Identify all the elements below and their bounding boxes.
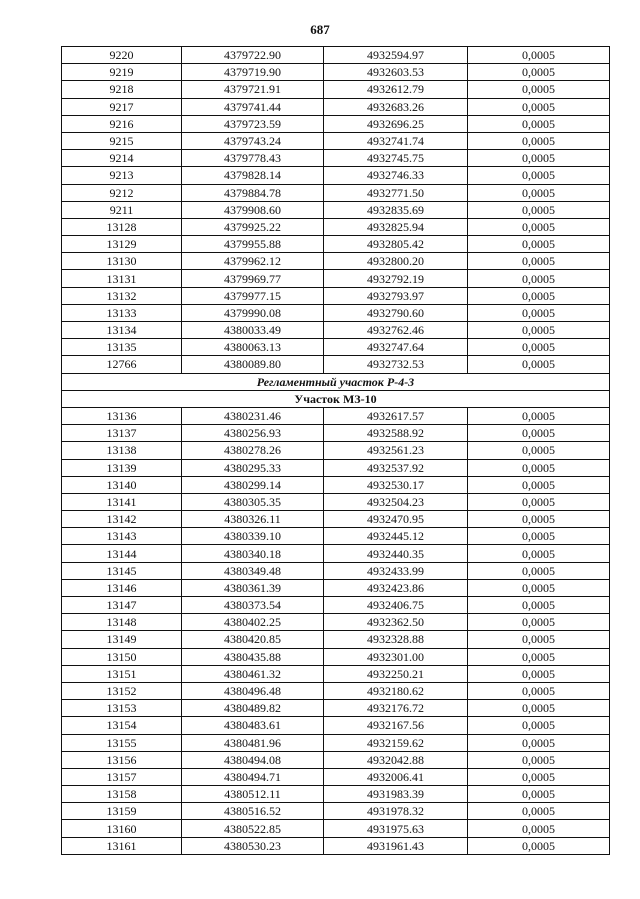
- x-coordinate-cell: 4379969.77: [182, 270, 324, 287]
- table-row: [62, 493, 610, 510]
- x-coordinate-cell: 4379908.60: [182, 201, 324, 218]
- point-number-cell: 13143: [62, 528, 182, 545]
- x-coordinate-cell: 4379977.15: [182, 287, 324, 304]
- accuracy-cell: 0,0005: [468, 322, 610, 339]
- table-row: [62, 184, 610, 201]
- table-row: [62, 820, 610, 837]
- table-row: [62, 803, 610, 820]
- table-row: [62, 682, 610, 699]
- table-row: [62, 425, 610, 442]
- accuracy-cell: 0,0005: [468, 167, 610, 184]
- point-number-cell: 13131: [62, 270, 182, 287]
- accuracy-cell: 0,0005: [468, 682, 610, 699]
- y-coordinate-cell: 4931983.39: [324, 786, 468, 803]
- table-row: [62, 304, 610, 321]
- x-coordinate-cell: 4379723.59: [182, 115, 324, 132]
- point-number-cell: 9220: [62, 47, 182, 64]
- x-coordinate-cell: 4380340.18: [182, 545, 324, 562]
- point-number-cell: 9217: [62, 98, 182, 115]
- point-number-cell: 13159: [62, 803, 182, 820]
- accuracy-cell: 0,0005: [468, 253, 610, 270]
- accuracy-cell: 0,0005: [468, 648, 610, 665]
- x-coordinate-cell: 4380494.08: [182, 751, 324, 768]
- x-coordinate-cell: 4380361.39: [182, 579, 324, 596]
- x-coordinate-cell: 4380481.96: [182, 734, 324, 751]
- point-number-cell: 13139: [62, 459, 182, 476]
- x-coordinate-cell: 4379719.90: [182, 64, 324, 81]
- x-coordinate-cell: 4380402.25: [182, 614, 324, 631]
- table-row: [62, 339, 610, 356]
- x-coordinate-cell: 4380489.82: [182, 700, 324, 717]
- accuracy-cell: 0,0005: [468, 803, 610, 820]
- y-coordinate-cell: 4932835.69: [324, 201, 468, 218]
- table-row: [62, 150, 610, 167]
- y-coordinate-cell: 4932746.33: [324, 167, 468, 184]
- table-row: [62, 476, 610, 493]
- point-number-cell: 13132: [62, 287, 182, 304]
- accuracy-cell: 0,0005: [468, 98, 610, 115]
- y-coordinate-cell: 4932530.17: [324, 476, 468, 493]
- y-coordinate-cell: 4932805.42: [324, 236, 468, 253]
- point-number-cell: 13156: [62, 751, 182, 768]
- x-coordinate-cell: 4380516.52: [182, 803, 324, 820]
- section-header-row: [62, 373, 610, 390]
- point-number-cell: 13141: [62, 493, 182, 510]
- y-coordinate-cell: 4931975.63: [324, 820, 468, 837]
- point-number-cell: 13129: [62, 236, 182, 253]
- y-coordinate-cell: 4932745.75: [324, 150, 468, 167]
- y-coordinate-cell: 4932362.50: [324, 614, 468, 631]
- accuracy-cell: 0,0005: [468, 459, 610, 476]
- accuracy-cell: 0,0005: [468, 132, 610, 149]
- y-coordinate-cell: 4932301.00: [324, 648, 468, 665]
- x-coordinate-cell: 4380496.48: [182, 682, 324, 699]
- x-coordinate-cell: 4379884.78: [182, 184, 324, 201]
- accuracy-cell: 0,0005: [468, 218, 610, 235]
- table-row: [62, 700, 610, 717]
- x-coordinate-cell: 4380063.13: [182, 339, 324, 356]
- x-coordinate-cell: 4380530.23: [182, 837, 324, 854]
- y-coordinate-cell: 4932771.50: [324, 184, 468, 201]
- point-number-cell: 9215: [62, 132, 182, 149]
- x-coordinate-cell: 4379990.08: [182, 304, 324, 321]
- y-coordinate-cell: 4932159.62: [324, 734, 468, 751]
- x-coordinate-cell: 4380420.85: [182, 631, 324, 648]
- section-title: Регламентный участок Р-4-3: [62, 373, 610, 390]
- y-coordinate-cell: 4932042.88: [324, 751, 468, 768]
- x-coordinate-cell: 4380483.61: [182, 717, 324, 734]
- point-number-cell: 13154: [62, 717, 182, 734]
- y-coordinate-cell: 4932433.99: [324, 562, 468, 579]
- table-row: [62, 407, 610, 424]
- y-coordinate-cell: 4932800.20: [324, 253, 468, 270]
- y-coordinate-cell: 4932594.97: [324, 47, 468, 64]
- x-coordinate-cell: 4379743.24: [182, 132, 324, 149]
- table-row: [62, 322, 610, 339]
- point-number-cell: 9219: [62, 64, 182, 81]
- point-number-cell: 13137: [62, 425, 182, 442]
- accuracy-cell: 0,0005: [468, 631, 610, 648]
- accuracy-cell: 0,0005: [468, 407, 610, 424]
- x-coordinate-cell: 4380522.85: [182, 820, 324, 837]
- x-coordinate-cell: 4379955.88: [182, 236, 324, 253]
- point-number-cell: 13128: [62, 218, 182, 235]
- table-row: [62, 98, 610, 115]
- point-number-cell: 13155: [62, 734, 182, 751]
- accuracy-cell: 0,0005: [468, 717, 610, 734]
- accuracy-cell: 0,0005: [468, 64, 610, 81]
- accuracy-cell: 0,0005: [468, 81, 610, 98]
- accuracy-cell: 0,0005: [468, 425, 610, 442]
- y-coordinate-cell: 4932445.12: [324, 528, 468, 545]
- table-row: [62, 201, 610, 218]
- page-number: 687: [310, 22, 330, 37]
- table-row: [62, 459, 610, 476]
- table-row: [62, 442, 610, 459]
- x-coordinate-cell: 4380305.35: [182, 493, 324, 510]
- point-number-cell: 13136: [62, 407, 182, 424]
- y-coordinate-cell: 4932423.86: [324, 579, 468, 596]
- y-coordinate-cell: 4932167.56: [324, 717, 468, 734]
- table-row: [62, 287, 610, 304]
- y-coordinate-cell: 4932683.26: [324, 98, 468, 115]
- accuracy-cell: 0,0005: [468, 837, 610, 854]
- y-coordinate-cell: 4932732.53: [324, 356, 468, 373]
- accuracy-cell: 0,0005: [468, 614, 610, 631]
- point-number-cell: 13150: [62, 648, 182, 665]
- y-coordinate-cell: 4932588.92: [324, 425, 468, 442]
- point-number-cell: 13147: [62, 597, 182, 614]
- subsection-header-row: [62, 390, 610, 407]
- x-coordinate-cell: 4380435.88: [182, 648, 324, 665]
- accuracy-cell: 0,0005: [468, 442, 610, 459]
- accuracy-cell: 0,0005: [468, 597, 610, 614]
- accuracy-cell: 0,0005: [468, 768, 610, 785]
- table-row: [62, 717, 610, 734]
- table-row: [62, 253, 610, 270]
- accuracy-cell: 0,0005: [468, 287, 610, 304]
- x-coordinate-cell: 4380278.26: [182, 442, 324, 459]
- table-row: [62, 648, 610, 665]
- table-row: [62, 356, 610, 373]
- accuracy-cell: 0,0005: [468, 820, 610, 837]
- accuracy-cell: 0,0005: [468, 356, 610, 373]
- x-coordinate-cell: 4379778.43: [182, 150, 324, 167]
- y-coordinate-cell: 4932470.95: [324, 511, 468, 528]
- point-number-cell: 13134: [62, 322, 182, 339]
- x-coordinate-cell: 4379722.90: [182, 47, 324, 64]
- table-row: [62, 511, 610, 528]
- table-row: [62, 132, 610, 149]
- x-coordinate-cell: 4379925.22: [182, 218, 324, 235]
- point-number-cell: 13142: [62, 511, 182, 528]
- point-number-cell: 9216: [62, 115, 182, 132]
- x-coordinate-cell: 4380326.11: [182, 511, 324, 528]
- table-row: [62, 270, 610, 287]
- y-coordinate-cell: 4932176.72: [324, 700, 468, 717]
- y-coordinate-cell: 4932790.60: [324, 304, 468, 321]
- y-coordinate-cell: 4932617.57: [324, 407, 468, 424]
- point-number-cell: 9213: [62, 167, 182, 184]
- accuracy-cell: 0,0005: [468, 579, 610, 596]
- point-number-cell: 13160: [62, 820, 182, 837]
- table-row: [62, 115, 610, 132]
- table-row: [62, 236, 610, 253]
- accuracy-cell: 0,0005: [468, 150, 610, 167]
- y-coordinate-cell: 4932792.19: [324, 270, 468, 287]
- x-coordinate-cell: 4380256.93: [182, 425, 324, 442]
- y-coordinate-cell: 4932603.53: [324, 64, 468, 81]
- y-coordinate-cell: 4931978.32: [324, 803, 468, 820]
- accuracy-cell: 0,0005: [468, 476, 610, 493]
- y-coordinate-cell: 4932328.88: [324, 631, 468, 648]
- point-number-cell: 13135: [62, 339, 182, 356]
- table-row: [62, 47, 610, 64]
- point-number-cell: 13140: [62, 476, 182, 493]
- accuracy-cell: 0,0005: [468, 47, 610, 64]
- accuracy-cell: 0,0005: [468, 545, 610, 562]
- x-coordinate-cell: 4380373.54: [182, 597, 324, 614]
- y-coordinate-cell: 4932406.75: [324, 597, 468, 614]
- point-number-cell: 13144: [62, 545, 182, 562]
- table-row: [62, 614, 610, 631]
- x-coordinate-cell: 4380299.14: [182, 476, 324, 493]
- accuracy-cell: 0,0005: [468, 270, 610, 287]
- accuracy-cell: 0,0005: [468, 665, 610, 682]
- x-coordinate-cell: 4380339.10: [182, 528, 324, 545]
- accuracy-cell: 0,0005: [468, 184, 610, 201]
- x-coordinate-cell: 4380512.11: [182, 786, 324, 803]
- point-number-cell: 9218: [62, 81, 182, 98]
- y-coordinate-cell: 4932825.94: [324, 218, 468, 235]
- point-number-cell: 12766: [62, 356, 182, 373]
- point-number-cell: 9212: [62, 184, 182, 201]
- y-coordinate-cell: 4932612.79: [324, 81, 468, 98]
- point-number-cell: 9211: [62, 201, 182, 218]
- point-number-cell: 13157: [62, 768, 182, 785]
- subsection-title: Участок МЗ-10: [62, 390, 610, 407]
- point-number-cell: 13161: [62, 837, 182, 854]
- accuracy-cell: 0,0005: [468, 115, 610, 132]
- point-number-cell: 13151: [62, 665, 182, 682]
- x-coordinate-cell: 4380295.33: [182, 459, 324, 476]
- y-coordinate-cell: 4932537.92: [324, 459, 468, 476]
- point-number-cell: 13133: [62, 304, 182, 321]
- point-number-cell: 13152: [62, 682, 182, 699]
- accuracy-cell: 0,0005: [468, 236, 610, 253]
- coordinates-table: [61, 46, 610, 855]
- accuracy-cell: 0,0005: [468, 201, 610, 218]
- accuracy-cell: 0,0005: [468, 304, 610, 321]
- table-row: [62, 734, 610, 751]
- y-coordinate-cell: 4932762.46: [324, 322, 468, 339]
- accuracy-cell: 0,0005: [468, 339, 610, 356]
- y-coordinate-cell: 4932250.21: [324, 665, 468, 682]
- table-row: [62, 218, 610, 235]
- table-row: [62, 64, 610, 81]
- x-coordinate-cell: 4380033.49: [182, 322, 324, 339]
- table-row: [62, 528, 610, 545]
- y-coordinate-cell: 4932696.25: [324, 115, 468, 132]
- point-number-cell: 13149: [62, 631, 182, 648]
- point-number-cell: 13138: [62, 442, 182, 459]
- table-row: [62, 545, 610, 562]
- point-number-cell: 13148: [62, 614, 182, 631]
- table-row: [62, 631, 610, 648]
- x-coordinate-cell: 4379741.44: [182, 98, 324, 115]
- x-coordinate-cell: 4379828.14: [182, 167, 324, 184]
- table-row: [62, 167, 610, 184]
- table-row: [62, 786, 610, 803]
- table-row: [62, 81, 610, 98]
- x-coordinate-cell: 4380461.32: [182, 665, 324, 682]
- accuracy-cell: 0,0005: [468, 511, 610, 528]
- point-number-cell: 13158: [62, 786, 182, 803]
- x-coordinate-cell: 4380349.48: [182, 562, 324, 579]
- y-coordinate-cell: 4932741.74: [324, 132, 468, 149]
- table-row: [62, 751, 610, 768]
- y-coordinate-cell: 4932440.35: [324, 545, 468, 562]
- table-body-before: [62, 47, 610, 374]
- accuracy-cell: 0,0005: [468, 493, 610, 510]
- accuracy-cell: 0,0005: [468, 700, 610, 717]
- accuracy-cell: 0,0005: [468, 734, 610, 751]
- y-coordinate-cell: 4932561.23: [324, 442, 468, 459]
- table-body-after: [62, 407, 610, 854]
- table-row: [62, 665, 610, 682]
- y-coordinate-cell: 4932793.97: [324, 287, 468, 304]
- y-coordinate-cell: 4932504.23: [324, 493, 468, 510]
- x-coordinate-cell: 4379721.91: [182, 81, 324, 98]
- y-coordinate-cell: 4932747.64: [324, 339, 468, 356]
- x-coordinate-cell: 4380494.71: [182, 768, 324, 785]
- x-coordinate-cell: 4379962.12: [182, 253, 324, 270]
- point-number-cell: 9214: [62, 150, 182, 167]
- point-number-cell: 13146: [62, 579, 182, 596]
- accuracy-cell: 0,0005: [468, 528, 610, 545]
- y-coordinate-cell: 4932006.41: [324, 768, 468, 785]
- table-row: [62, 768, 610, 785]
- accuracy-cell: 0,0005: [468, 786, 610, 803]
- x-coordinate-cell: 4380089.80: [182, 356, 324, 373]
- accuracy-cell: 0,0005: [468, 751, 610, 768]
- table-row: [62, 579, 610, 596]
- point-number-cell: 13153: [62, 700, 182, 717]
- table-row: [62, 837, 610, 854]
- x-coordinate-cell: 4380231.46: [182, 407, 324, 424]
- section-header-group: [62, 373, 610, 407]
- point-number-cell: 13130: [62, 253, 182, 270]
- accuracy-cell: 0,0005: [468, 562, 610, 579]
- table-row: [62, 597, 610, 614]
- table-row: [62, 562, 610, 579]
- y-coordinate-cell: 4931961.43: [324, 837, 468, 854]
- point-number-cell: 13145: [62, 562, 182, 579]
- y-coordinate-cell: 4932180.62: [324, 682, 468, 699]
